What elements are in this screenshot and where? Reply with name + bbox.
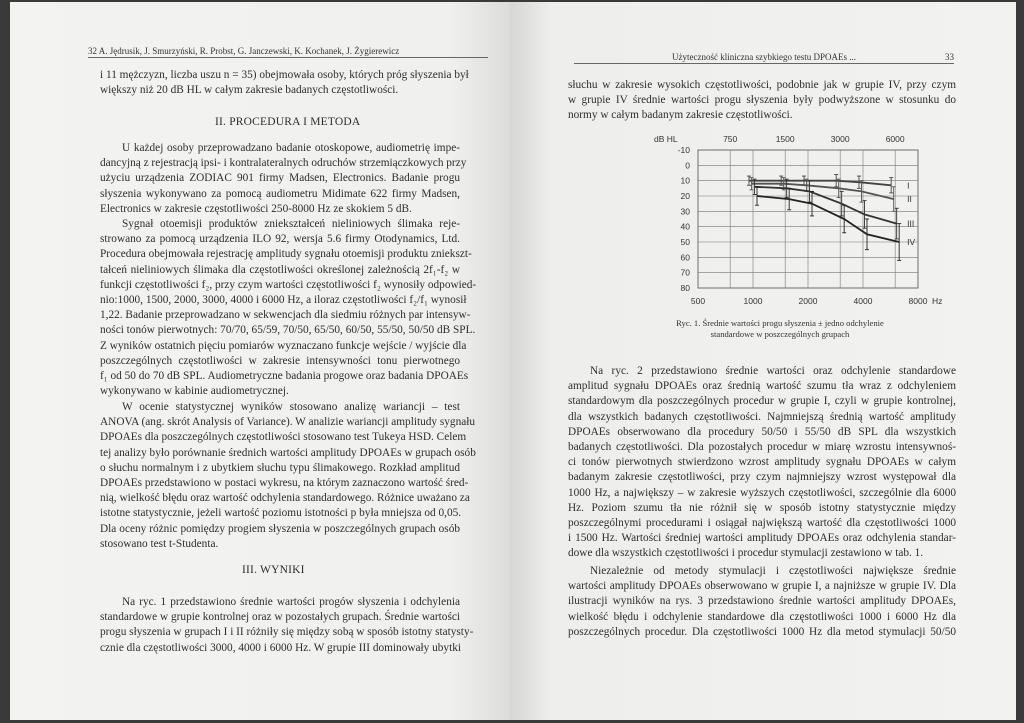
series-label-IV: IV [907, 237, 916, 247]
left-page [10, 2, 510, 720]
results-paragraph-1: Na ryc. 1 przedstawiono średnie wartości progów słyszenia i odchylenia standardowe w grupie kontrolnej oraz w pozostałych grupach. Średnie wartości progu słyszenia w grupach I i II różniły się między sobą w sposób istotny statysty- cznie dla częstotliwości 3000, 4000 i 6000 Hz. W grupie III dominowały ubytki [100, 596, 474, 654]
right-running-head [574, 52, 954, 64]
section-heading-results: III. WYNIKI [242, 564, 305, 576]
y-tick-label: 40 [680, 221, 690, 232]
y-tick-label: 10 [680, 175, 690, 186]
x-tick-label-top: 750 [723, 134, 738, 144]
x-tick-label-bottom: 2000 [798, 296, 818, 306]
x-tick-label-bottom: 1000 [743, 296, 763, 306]
series-label-III: III [907, 218, 915, 229]
y-tick-label: 30 [680, 206, 690, 217]
x-tick-label-bottom: 500 [690, 296, 706, 306]
series-line-III [755, 187, 897, 224]
figure-caption: Ryc. 1. Średnie wartości progu słyszenia ± jedno odchylenie standardowe w poszczególnych grupach [676, 318, 884, 339]
y-tick-label: 50 [680, 237, 690, 247]
page-number: 33 [945, 52, 954, 62]
procedure-paragraph-2: Sygnał otoemisji produktów zniekształceń nieliniowych ślimaka reje- strowano za pomocą urządzenia ILO 92, wersja 5.6 firmy Otodynamics, Ltd. Procedura obejmowała rejestrację amplitudy sygnału otoemisji produktu zniekszt- tałceń nieliniowych ślimaka dla częstotliwości określonej zależnością 2f₁-f₂ w funkcji częstotliwości f₂, przy czym wartości częstotliwości f₂ wynosiły odpowied- nio:1000, 1500, 2000, 3000, 4000 i 6000 Hz, a iloraz częstotliwości f₂/f₁ wynosił 1,22. Badanie przeprowadzano w sekwencjach dla siedmiu różnych par intensyw- ności tonów pierwotnych: 70/70, 65/59, 70/50, 65/50, 60/50, 55/50, 50/50 dB SPL. Z wyników ostatnich pięciu pomiarów wyznaczano funkcje wejście / wyjście dla poszczególnych częstotliwości w zakresie intensywności tonu pierwotnego f₁ od 50 do 70 dB SPL. Audiometryczne badania progowe oraz badania DPOAEs wykonywano w kabinie audiometrycznej. [100, 218, 477, 398]
series-label-I: I [907, 180, 910, 191]
left-intro-text: i 11 mężczyzn, liczba uszu n = 35) obejmowała osoby, których próg słyszenia był większy niż 20 dB HL w całym zakresie badanych częstotliwości. [100, 69, 469, 97]
y-tick-label: 20 [680, 191, 690, 201]
y-tick-label: 60 [680, 252, 690, 263]
right-paragraph-1: Na ryc. 2 przedstawiono średnie wartości oraz odchylenie standardowe amplitud sygnału DPOAEs oraz średnią wartość szumu tła wraz z odchyleniem standardowym dla poszczególnych procedur w grupie I, czyli w grupie kontrolnej, dla wszystkich badanych częstotliwości. Najmniejszą średnią wartość amplitudy DPOAEs obserwowano dla procedury 50/50 i 55/50 dB SPL dla wszystkich badanych częstotliwości. Dla pozostałych procedur w miarę wzrostu intensywnoś- ci tonów pierwotnych stwierdzono wzrost amplitudy sygnału DPOAEs w całym badanym zakresie częstotliwości, przy czym najmniejszy wzrost występował dla 1000 Hz, a największy – w zakresie wyższych częstotliwości, szczególnie dla 6000 Hz. Poziom szumu tła nie różnił się w sposób istotny statystycznie między poszczególnymi procedurami i osiągał największą wartość dla częstotliwości 1000 i 1500 Hz. Wartości średniej wartości amplitudy DPOAEs oraz odchylenia standar- dowe dla wszystkich częstotliwości i procedur stymulacji zestawiono w tab. 1. [568, 365, 956, 560]
running-head-title: Użyteczność kliniczna szybkiego testu DPOAEs ... [672, 52, 856, 62]
x-tick-label-top: 3000 [830, 134, 850, 144]
right-paragraph-2: Niezależnie od metody stymulacji i częstotliwości największe średnie wartości amplitudy DPOAEs obserwowano w grupie I, a najniższe w grupie IV. Dla ilustracji wyników na rys. 3 przedstawiono średnie wartości amplitudy DPOAEs, wielkość błędu i odchylenie standardowe dla częstotliwości 1000 i 6000 Hz dla poszczególnych procedur. Dla częstotliwości 1000 Hz dla metod stymulacji 50/50 [568, 565, 956, 638]
audiogram-chart [646, 130, 966, 320]
section-heading-procedure: II. PROCEDURA I METODA [215, 116, 361, 128]
x-tick-label-bottom: 4000 [853, 296, 873, 306]
x-axis-unit-label: Hz [932, 296, 943, 306]
x-tick-label-top: 1500 [775, 134, 795, 144]
y-tick-label: 80 [680, 283, 690, 293]
y-tick-label: 0 [685, 160, 690, 171]
right-page [510, 2, 1016, 720]
procedure-paragraph-3: W ocenie statystycznej wyników stosowano analizę wariancji – test ANOVA (ang. skrót Analysis of Variance). W analizie wariancji amplitudy sygnału DPOAEs dla poszczególnych częstotliwości stosowano test Tukeya HSD. Celem tej analizy było porównanie średnich wartości amplitudy DPOAEs w grupach osób o słuchu normalnym i z ubytkiem słuchu typu ślimakowego. Rozkład amplitud DPOAEs przedstawiono w postaci wykresu, na którym zaznaczono wartość śred- nią, wielkość błędu oraz wartość odchylenia standardowego. Różnice uważano za istotne statystycznie, jeżeli wartość poziomu istotności p była mniejsza od 0,05. Dla oceny różnic pomiędzy progiem słyszenia w poszczególnych grupach osób stosowano test t-Studenta. [100, 401, 476, 550]
x-tick-label-bottom: 8000 [908, 296, 928, 306]
right-intro-text: słuchu w zakresie wysokich częstotliwości, podobnie jak w grupie IV, przy czym w grupie IV średnie wartości progu słyszenia były podwyższone w stosunku do normy w całym badanym zakresie częstotliwości. [568, 79, 956, 122]
left-running-head: 32 A. Jędrusik, J. Smurzyński, R. Probst, G. Janczewski, K. Kochanek, J. Żygierewicz [88, 46, 488, 58]
series-label-II: II [907, 194, 912, 205]
x-tick-label-top: 6000 [885, 134, 905, 144]
book-spread [10, 2, 1016, 720]
y-tick-label: -10 [677, 145, 690, 155]
procedure-paragraph-1: U każdej osoby przeprowadzano badanie otoskopowe, audiometrię impe- dancyjną z rejestracją ipsi- i kontralateralnych odruchów strzemiączkowych przy użyciu urządzenia ZODIAC 901 firmy Madsen, Electronics. Badanie progu słyszenia wykonywano za pomocą audiometru Midimate 622 firmy Madsen, Electronics w zakresie częstotliwości 250-8000 Hz ze skokiem 5 dB. [100, 142, 467, 215]
y-tick-label: 70 [680, 267, 690, 278]
y-axis-label: dB HL [654, 134, 678, 144]
